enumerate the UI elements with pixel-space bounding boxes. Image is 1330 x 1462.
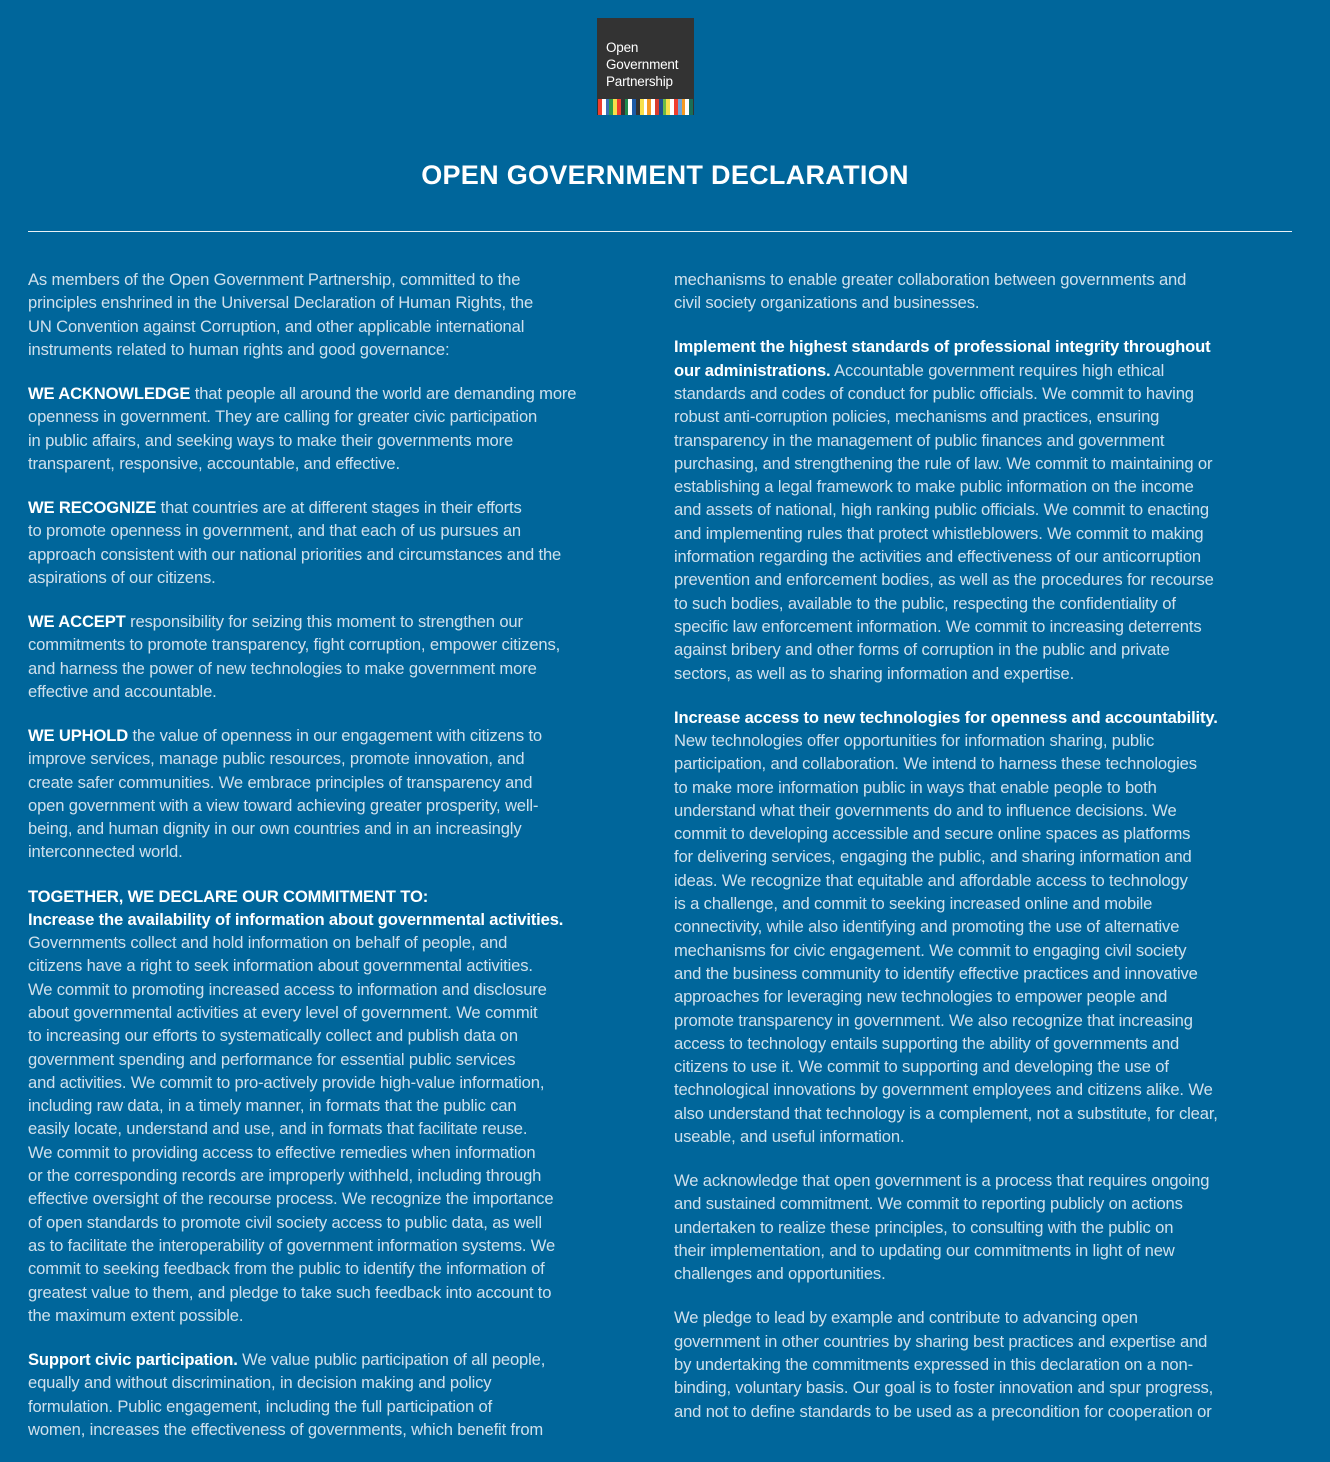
- text-line: commitments to promote transparency, fight corruption, empower citizens,: [28, 635, 561, 655]
- title-divider: [28, 231, 1292, 232]
- text-line: citizens to use it. We commit to supporting and developing the use of: [674, 1057, 1169, 1077]
- uphold-paragraph: [28, 724, 668, 864]
- text-span: We value public participation of all people,: [237, 1349, 546, 1369]
- text-line: greatest value to them, and pledge to take such feedback into account to: [28, 1282, 552, 1302]
- text-line: access to technology entails supporting the ability of governments and: [674, 1033, 1180, 1053]
- lead-in: WE UPHOLD: [28, 725, 129, 745]
- text-line: openness in government. They are calling for greater civic participation: [28, 407, 538, 427]
- text-line: undertaken to realize these principles, to consulting with the public on: [674, 1217, 1174, 1237]
- text-line: as to facilitate the interoperability of government information systems. We: [28, 1235, 556, 1255]
- text-line: specific law enforcement information. We commit to increasing deterrents: [674, 616, 1202, 636]
- text-line: and sustained commitment. We commit to reporting publicly on actions: [674, 1194, 1183, 1214]
- commitment-heading: Increase the availability of information about governmental activities.: [28, 909, 564, 929]
- text-line: to promote openness in government, and that each of us pursues an: [28, 521, 521, 541]
- text-line: prevention and enforcement bodies, as well as the procedures for recourse: [674, 570, 1214, 590]
- logo-wordmark: [606, 39, 678, 90]
- text-line: mechanisms for civic engagement. We commit to engaging civil society: [674, 940, 1187, 960]
- text-line: standards and codes of conduct for public officials. We commit to having: [674, 383, 1194, 403]
- ogp-logo: [597, 18, 694, 115]
- text-line: ideas. We recognize that equitable and affordable access to technology: [674, 870, 1188, 890]
- text-line: improve services, manage public resources, promote innovation, and: [28, 749, 525, 769]
- text-line: binding, voluntary basis. Our goal is to foster innovation and spur progress,: [674, 1378, 1214, 1398]
- text-line: and the business community to identify effective practices and innovative: [674, 963, 1198, 983]
- text-line: information regarding the activities and effectiveness of our anticorruption: [674, 547, 1201, 567]
- text-line: and harness the power of new technologies to make government more: [28, 658, 537, 678]
- text-line: effective oversight of the recourse process. We recognize the importance: [28, 1189, 554, 1209]
- text-line: We pledge to lead by example and contribute to advancing open: [674, 1308, 1138, 1328]
- text-line: technological innovations by government employees and citizens alike. We: [674, 1080, 1213, 1100]
- civic-participation-paragraph: [28, 1348, 668, 1441]
- text-line: civil society organizations and businesses.: [674, 293, 980, 313]
- text-line: also understand that technology is a complement, not a substitute, for clear,: [674, 1103, 1218, 1123]
- text-line: the maximum extent possible.: [28, 1305, 244, 1325]
- text-line: government in other countries by sharing best practices and expertise and: [674, 1331, 1208, 1351]
- technology-commitment-paragraph: [674, 706, 1314, 1149]
- text-line: to increasing our efforts to systematically collect and publish data on: [28, 1026, 518, 1046]
- logo-line: Open: [606, 40, 639, 55]
- text-line: principles enshrined in the Universal Declaration of Human Rights, the: [28, 293, 534, 313]
- text-line: by undertaking the commitments expressed in this declaration on a non-: [674, 1354, 1193, 1374]
- text-line: challenges and opportunities.: [674, 1264, 886, 1284]
- text-line: their implementation, and to updating our commitments in light of new: [674, 1240, 1175, 1260]
- text-line: mechanisms to enable greater collaboration between governments and: [674, 270, 1187, 289]
- text-line: transparency in the management of public finances and government: [674, 430, 1165, 450]
- text-line: and implementing rules that protect whistleblowers. We commit to making: [674, 523, 1204, 543]
- text-line: government spending and performance for essential public services: [28, 1049, 516, 1069]
- pledge-paragraph: [674, 1306, 1314, 1422]
- text-span: that countries are at different stages in their efforts: [156, 497, 522, 517]
- text-line: against bribery and other forms of corruption in the public and private: [674, 640, 1170, 660]
- text-line: commit to seeking feedback from the public to identify the information of: [28, 1259, 545, 1279]
- text-line: interconnected world.: [28, 842, 183, 862]
- lead-in: WE ACKNOWLEDGE: [28, 383, 191, 403]
- text-line: and activities. We commit to pro-actively provide high-value information,: [28, 1072, 545, 1092]
- text-line: [28, 496, 668, 519]
- text-line: approach consistent with our national priorities and circumstances and the: [28, 544, 562, 564]
- ongoing-process-paragraph: [674, 1169, 1314, 1285]
- text-span: that people all around the world are demanding more: [190, 383, 577, 403]
- text-line: promote transparency in government. We also recognize that increasing: [674, 1010, 1193, 1030]
- text-line: create safer communities. We embrace principles of transparency and: [28, 772, 533, 792]
- logo-stripe: [689, 99, 693, 115]
- text-line: As members of the Open Government Partnership, committed to the: [28, 270, 521, 289]
- text-line: formulation. Public engagement, including the full participation of: [28, 1396, 493, 1416]
- acknowledge-paragraph: [28, 382, 668, 475]
- page-title: OPEN GOVERNMENT DECLARATION: [421, 160, 909, 190]
- text-span: responsibility for seizing this moment to strengthen our: [125, 611, 523, 631]
- logo-color-stripes: [597, 99, 694, 115]
- text-line: approaches for leveraging new technologies to empower people and: [674, 987, 1168, 1007]
- logo-line: Government: [606, 57, 679, 72]
- commitment-heading: Increase access to new technologies for openness and accountability.: [674, 707, 1218, 727]
- text-line: robust anti-corruption policies, mechanisms and practices, ensuring: [674, 407, 1160, 427]
- text-line: transparent, responsive, accountable, and effective.: [28, 453, 400, 473]
- text-line: purchasing, and strengthening the rule of law. We commit to maintaining or: [674, 453, 1213, 473]
- text-line: connectivity, while also identifying and promoting the use of alternative: [674, 917, 1180, 937]
- text-line: effective and accountable.: [28, 681, 217, 701]
- text-line: citizens have a right to seek information about governmental activities.: [28, 956, 533, 976]
- text-line: instruments related to human rights and good governance:: [28, 339, 450, 359]
- text-line: including raw data, in a timely manner, in formats that the public can: [28, 1096, 517, 1116]
- information-commitment-paragraph: [28, 885, 668, 1328]
- civic-participation-continued: [674, 268, 1314, 315]
- recognize-paragraph: [28, 496, 668, 589]
- lead-in: WE ACCEPT: [28, 611, 126, 631]
- text-line: sectors, as well as to sharing information and expertise.: [674, 663, 1075, 683]
- text-line: participation, and collaboration. We intend to harness these technologies: [674, 754, 1197, 774]
- text-line: We commit to providing access to effective remedies when information: [28, 1142, 536, 1162]
- section-heading: TOGETHER, WE DECLARE OUR COMMITMENT TO:: [28, 886, 429, 906]
- text-line: commit to developing accessible and secure online spaces as platforms: [674, 824, 1191, 844]
- text-line: Governments collect and hold information on behalf of people, and: [28, 933, 508, 953]
- logo-line: Partnership: [606, 74, 673, 89]
- right-column: [674, 268, 1314, 1444]
- text-line: to make more information public in ways that enable people to both: [674, 777, 1157, 797]
- preamble-paragraph: [28, 268, 668, 361]
- text-line: [28, 1348, 668, 1371]
- text-line: easily locate, understand and use, and in formats that facilitate reuse.: [28, 1119, 528, 1139]
- text-line: We commit to promoting increased access to information and disclosure: [28, 979, 547, 999]
- text-line: equally and without discrimination, in decision making and policy: [28, 1373, 492, 1393]
- text-line: women, increases the effectiveness of governments, which benefit from: [28, 1419, 544, 1439]
- text-line: useable, and useful information.: [674, 1126, 905, 1146]
- commitment-heading: Implement the highest standards of professional integrity throughout: [674, 337, 1211, 357]
- text-line: to such bodies, available to the public, respecting the confidentiality of: [674, 593, 1176, 613]
- text-line: of open standards to promote civil society access to public data, as well: [28, 1212, 542, 1232]
- text-line: [674, 359, 1314, 382]
- accept-paragraph: [28, 610, 668, 703]
- lead-in: WE RECOGNIZE: [28, 497, 157, 517]
- text-span: the value of openness in our engagement with citizens to: [128, 725, 542, 745]
- text-line: establishing a legal framework to make public information on the income: [674, 477, 1194, 497]
- text-line: and not to define standards to be used as a precondition for cooperation or: [674, 1401, 1212, 1421]
- text-line: [28, 382, 668, 405]
- text-line: [28, 610, 668, 633]
- text-line: open government with a view toward achieving greater prosperity, well-: [28, 795, 539, 815]
- text-line: and assets of national, high ranking public officials. We commit to enacting: [674, 500, 1209, 520]
- left-column: [28, 268, 668, 1462]
- text-line: or the corresponding records are improperly withheld, including through: [28, 1166, 542, 1186]
- text-span: Accountable government requires high ethical: [830, 360, 1165, 380]
- lead-in: our administrations.: [674, 360, 831, 380]
- text-line: UN Convention against Corruption, and other applicable international: [28, 316, 525, 336]
- lead-in: Support civic participation.: [28, 1349, 238, 1369]
- integrity-commitment-paragraph: [674, 335, 1314, 684]
- text-line: about governmental activities at every level of government. We commit: [28, 1003, 538, 1022]
- text-line: aspirations of our citizens.: [28, 567, 216, 587]
- text-line: for delivering services, engaging the public, and sharing information and: [674, 847, 1192, 867]
- text-line: New technologies offer opportunities for information sharing, public: [674, 730, 1155, 750]
- text-line: [28, 724, 668, 747]
- text-line: understand what their governments do and to influence decisions. We: [674, 800, 1177, 820]
- text-line: in public affairs, and seeking ways to make their governments more: [28, 430, 514, 450]
- text-line: We acknowledge that open government is a process that requires ongoing: [674, 1171, 1210, 1191]
- text-line: is a challenge, and commit to seeking increased online and mobile: [674, 894, 1153, 914]
- text-line: being, and human dignity in our own countries and in an increasingly: [28, 819, 522, 839]
